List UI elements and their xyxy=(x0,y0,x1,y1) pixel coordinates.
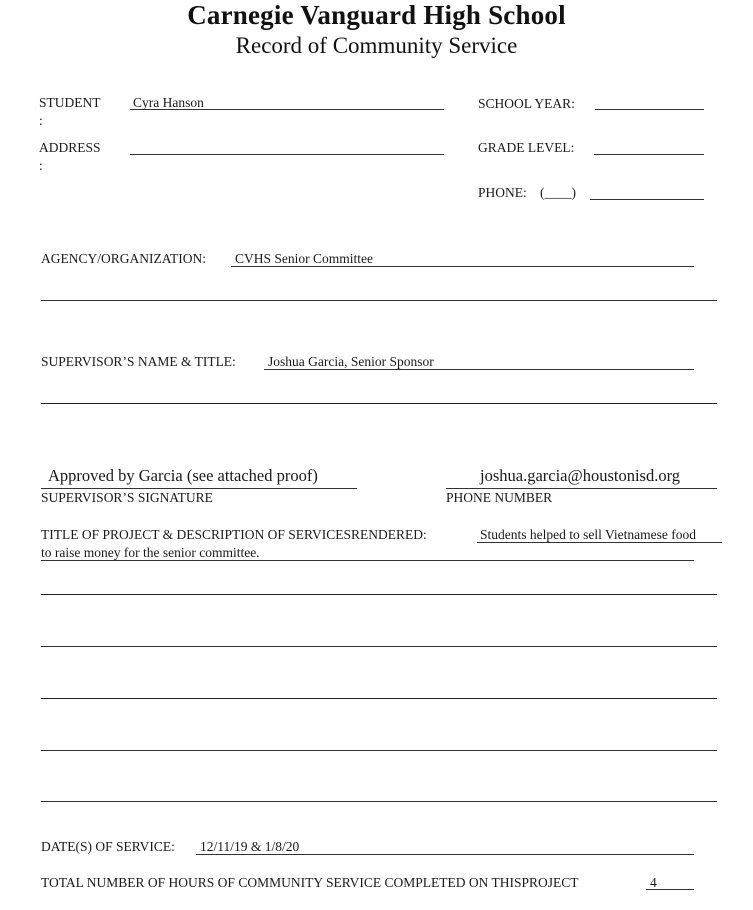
signature-value[interactable]: Approved by Garcia (see attached proof) xyxy=(48,466,318,485)
dates-value[interactable]: 12/11/19 & 1/8/20 xyxy=(200,839,300,854)
phone-label: PHONE: xyxy=(478,185,527,200)
signature-line xyxy=(41,488,357,489)
school-year-line xyxy=(595,109,704,110)
project-value-line1[interactable]: Students helped to sell Vietnamese food xyxy=(480,527,697,542)
contact-value[interactable]: joshua.garcia@houstonisd.org xyxy=(480,466,681,485)
project-extra-line-1 xyxy=(41,594,717,595)
contact-label: PHONE NUMBER xyxy=(446,490,553,505)
address-line xyxy=(130,154,444,155)
project-extra-line-4 xyxy=(41,750,717,751)
supervisor-label: SUPERVISOR’S NAME & TITLE: xyxy=(41,354,236,369)
address-label: ADDRESS xyxy=(39,140,101,155)
phone-line xyxy=(590,199,704,200)
agency-label: AGENCY/ORGANIZATION: xyxy=(41,251,206,266)
hours-label: TOTAL NUMBER OF HOURS OF COMMUNITY SERVICE COMPLETED ON THISPROJECT xyxy=(41,875,579,890)
agency-line xyxy=(231,266,694,267)
hours-value[interactable]: 4 xyxy=(650,875,657,890)
signature-label: SUPERVISOR’S SIGNATURE xyxy=(41,490,213,505)
contact-line xyxy=(446,488,717,489)
hours-line xyxy=(646,889,694,890)
project-label: TITLE OF PROJECT & DESCRIPTION OF SERVICESRENDERED: xyxy=(41,527,427,542)
student-name-line xyxy=(130,109,444,110)
form-title: Record of Community Service xyxy=(235,33,518,58)
supervisor-value[interactable]: Joshua Garcia, Senior Sponsor xyxy=(268,354,434,369)
address-label-colon: : xyxy=(39,158,43,173)
school-name: Carnegie Vanguard High School xyxy=(187,0,566,30)
grade-level-label: GRADE LEVEL: xyxy=(478,140,575,155)
dates-line xyxy=(196,854,694,855)
agency-extra-line xyxy=(41,300,717,301)
project-extra-line-5 xyxy=(41,801,717,802)
project-value-line2[interactable]: to raise money for the senior committee. xyxy=(41,545,260,560)
student-label-colon: : xyxy=(39,113,43,128)
dates-label: DATE(S) OF SERVICE: xyxy=(41,839,175,854)
grade-level-line xyxy=(594,154,704,155)
student-name-value[interactable]: Cyra Hanson xyxy=(133,95,204,110)
agency-value[interactable]: CVHS Senior Committee xyxy=(235,251,373,266)
project-line-1 xyxy=(477,542,722,543)
project-line-2 xyxy=(41,560,694,561)
project-extra-line-2 xyxy=(41,646,717,647)
supervisor-line xyxy=(264,369,694,370)
supervisor-extra-line xyxy=(41,403,717,404)
student-label: STUDENT xyxy=(39,95,101,110)
project-extra-line-3 xyxy=(41,698,717,699)
phone-area-code[interactable]: (____) xyxy=(540,185,576,200)
school-year-label: SCHOOL YEAR: xyxy=(478,96,575,111)
